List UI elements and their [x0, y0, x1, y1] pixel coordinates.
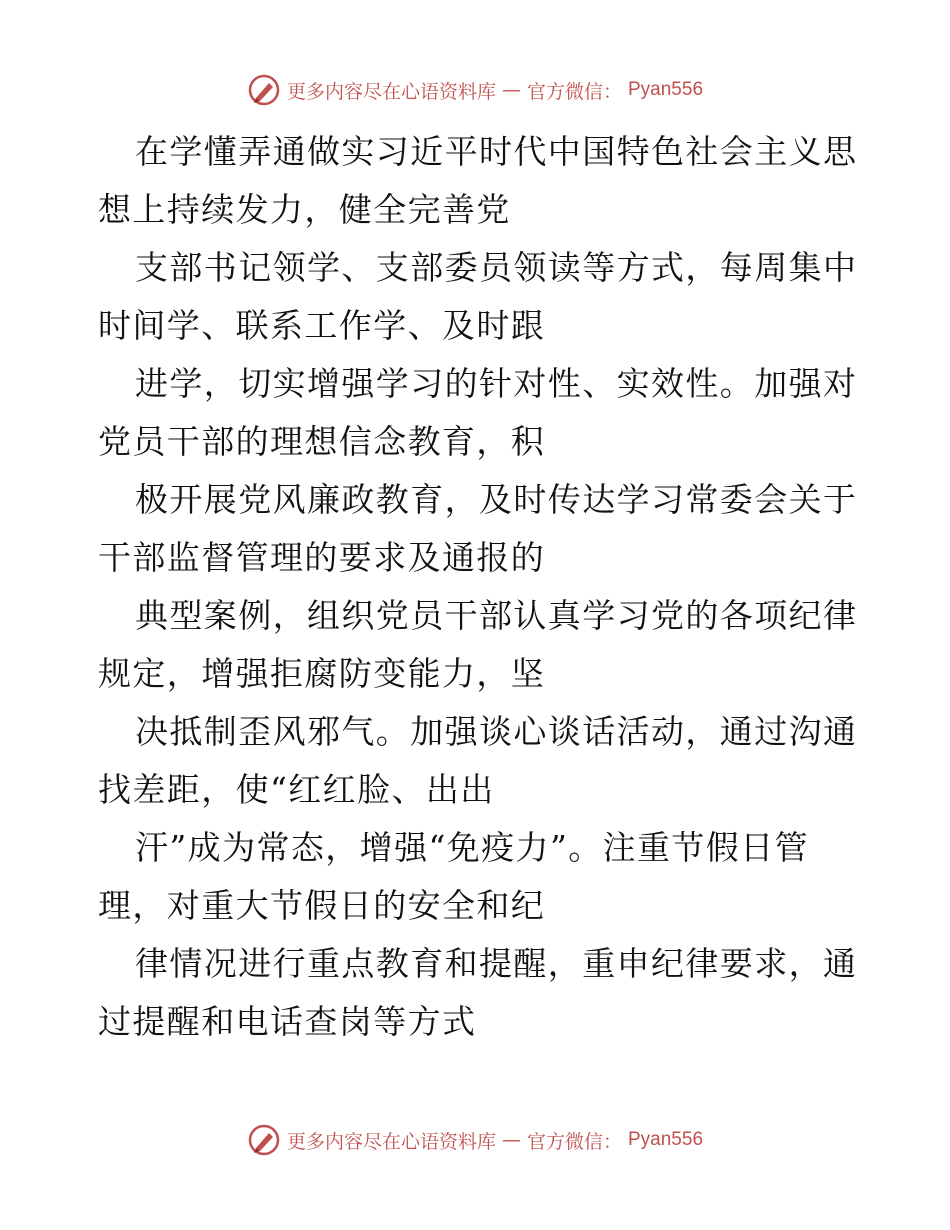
paragraph-line-1: 决抵制歪风邪气。加强谈心谈话活动，通过沟通	[135, 712, 858, 751]
paragraph-line-1: 典型案例，组织党员干部认真学习党的各项纪律	[135, 596, 858, 635]
watermark-label: 官方微信：	[526, 1130, 622, 1153]
paragraph	[98, 587, 858, 703]
paragraph	[98, 355, 858, 471]
watermark-label: 官方微信：	[526, 80, 622, 103]
header-watermark	[0, 70, 950, 110]
watermark-account: Pyan556	[628, 1129, 704, 1150]
paragraph-line-2: 干部监督管理的要求及通报的	[98, 538, 546, 577]
watermark-dash: —	[501, 79, 521, 101]
paragraph-line-1: 汗”成为常态，增强“免疫力”。注重节假日管	[135, 828, 810, 867]
paragraph-line-1: 律情况进行重点教育和提醒，重申纪律要求，通	[135, 944, 858, 983]
paragraph-line-2: 规定，增强拒腐防变能力，坚	[98, 654, 546, 693]
paragraph	[98, 239, 858, 355]
document-body	[98, 123, 858, 1051]
watermark-text: 更多内容尽在心语资料库	[286, 80, 496, 103]
pen-logo-icon	[247, 1123, 281, 1157]
paragraph-line-2: 想上持续发力，健全完善党	[98, 190, 511, 229]
paragraph-line-1: 支部书记领学、支部委员领读等方式，每周集中	[135, 248, 858, 287]
paragraph	[98, 471, 858, 587]
paragraph	[98, 123, 858, 239]
watermark-account: Pyan556	[628, 79, 704, 100]
paragraph-line-2: 时间学、联系工作学、及时跟	[98, 306, 546, 345]
paragraph	[98, 703, 858, 819]
paragraph-line-2: 党员干部的理想信念教育，积	[98, 422, 546, 461]
paragraph	[98, 819, 858, 935]
paragraph-line-1: 极开展党风廉政教育，及时传达学习常委会关于	[135, 480, 858, 519]
paragraph-line-2: 理，对重大节假日的安全和纪	[98, 886, 546, 925]
watermark-text: 更多内容尽在心语资料库	[286, 1130, 496, 1153]
paragraph	[98, 935, 858, 1051]
paragraph-line-1: 在学懂弄通做实习近平时代中国特色社会主义思	[135, 132, 858, 171]
watermark-dash: —	[501, 1129, 521, 1151]
pen-logo-icon	[247, 73, 281, 107]
paragraph-line-2: 找差距，使“红红脸、出出	[98, 770, 495, 809]
paragraph-line-2: 过提醒和电话查岗等方式	[98, 1002, 477, 1041]
footer-watermark	[0, 1120, 950, 1160]
paragraph-line-1: 进学，切实增强学习的针对性、实效性。加强对	[135, 364, 858, 403]
